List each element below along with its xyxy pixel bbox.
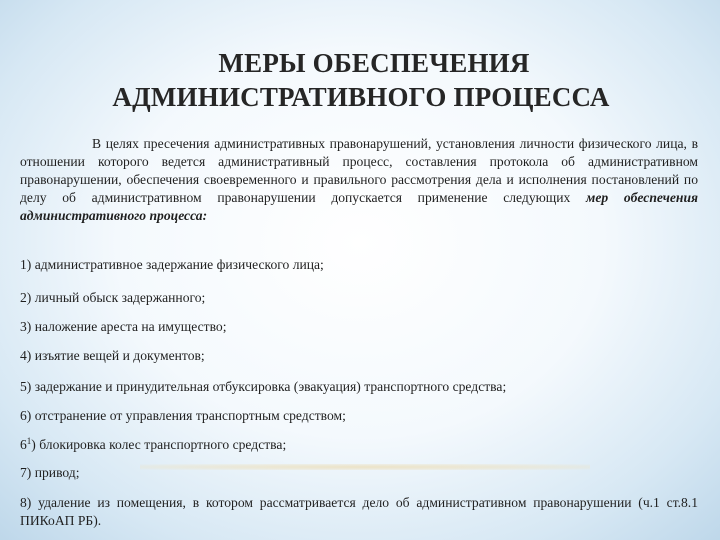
list-item-7: 7) привод; xyxy=(20,465,80,480)
list-item-3: 3) наложение ареста на имущество; xyxy=(20,319,227,334)
list-item-2: 2) личный обыск задержанного; xyxy=(20,290,206,305)
intro-emphasis: мер обеспечения административного процесса: xyxy=(20,190,699,223)
list-item-6-1-text: ) блокировка колес транспортного средства; xyxy=(31,437,287,452)
intro-paragraph xyxy=(20,135,698,225)
intro-text: В целях пресечения административных правонарушений, установления личности физического лица, в отношении которого ведется административный процесс, составления протокола об административном правонарушении, обеспечения своевременного и правильного рассмотрения дела и исполнения постановлений по делу об административном правонарушении допускается применение следующих xyxy=(20,136,698,205)
list-item-6-1 xyxy=(20,436,698,454)
title-line-1: МЕРЫ ОБЕСПЕЧЕНИЯ xyxy=(218,48,530,78)
title-line-2: АДМИНИСТРАТИВНОГО ПРОЦЕССА xyxy=(112,82,610,112)
list-item-6-1-prefix: 6 xyxy=(20,437,27,452)
list-item-8: 8) удаление из помещения, в котором рассматривается дело об административном правонарушении (ч.1 ст.8.1 ПИКоАП РБ). xyxy=(20,495,698,528)
list-item-4: 4) изъятие вещей и документов; xyxy=(20,348,205,363)
list-item-6: 6) отстранение от управления транспортным средством; xyxy=(20,408,346,423)
list-item-6-1-superscript: 1 xyxy=(26,436,32,446)
list-item-1: 1) административное задержание физического лица; xyxy=(20,257,324,272)
slide-title xyxy=(0,46,720,114)
list-item-5: 5) задержание и принудительная отбуксировка (эвакуация) транспортного средства; xyxy=(20,379,507,394)
